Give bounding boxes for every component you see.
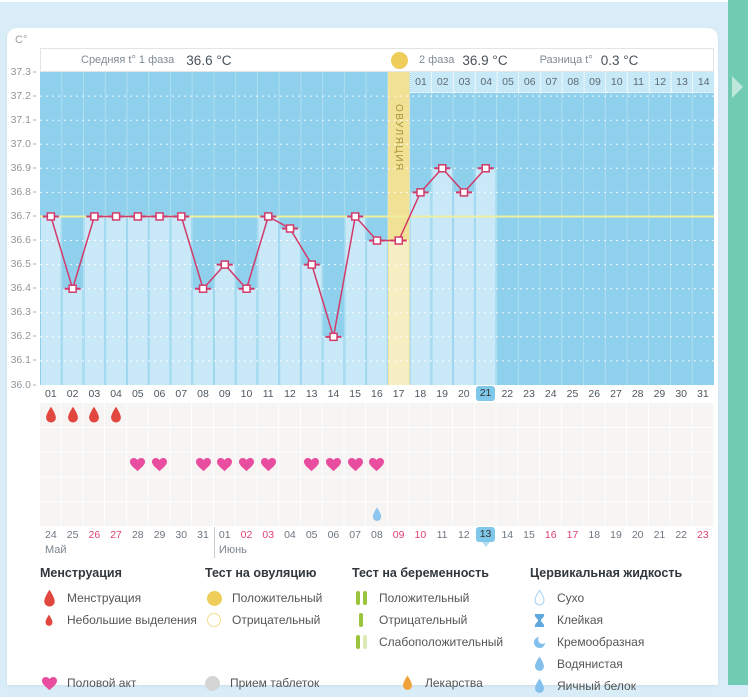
- date-cell: 31: [197, 529, 209, 541]
- legend-item-label: Менструация: [67, 591, 142, 605]
- date-cell: 15: [523, 529, 535, 541]
- temperature-point: [395, 237, 402, 244]
- legend-item: [205, 587, 322, 609]
- date-cell: 10: [414, 529, 427, 541]
- day-column: [302, 265, 322, 385]
- temperature-point: [352, 213, 359, 220]
- cycle-day-label: 01: [45, 388, 57, 400]
- y-axis-tick: 37.0: [7, 138, 36, 150]
- bar-green-one-icon: [352, 613, 370, 627]
- phase2-day-cell: 11: [628, 72, 650, 93]
- cycle-day-label: 23: [523, 388, 535, 400]
- intercourse-icon: [366, 453, 388, 478]
- temperature-chart-svg: [40, 72, 714, 385]
- intercourse-icon: [149, 453, 171, 478]
- cycle-day-label: 16: [371, 388, 383, 400]
- temperature-point: [113, 213, 120, 220]
- legend-item-label: Кремообразная: [557, 635, 645, 649]
- legend-item: [40, 587, 197, 609]
- legend-item-label: Отрицательный: [379, 613, 468, 627]
- date-cell: 21: [653, 529, 666, 541]
- legend-item: [530, 587, 682, 609]
- drop-red-large-icon: [40, 589, 58, 608]
- legend-item-label: Отрицательный: [232, 613, 321, 627]
- intercourse-icon: [192, 453, 214, 478]
- temperature-point: [439, 165, 446, 172]
- y-axis-tick: 36.6: [7, 234, 36, 246]
- date-cell: 26: [88, 529, 101, 541]
- y-axis-tick: 36.8: [7, 186, 36, 198]
- cycle-day-label: 18: [414, 388, 427, 400]
- drop-blue-filled-icon: [530, 656, 548, 672]
- cycle-day-label: 22: [501, 388, 514, 400]
- day-column: [150, 216, 170, 385]
- menstruation-icon: [105, 403, 127, 428]
- date-cell: 02: [240, 529, 253, 541]
- legend-item-label: Слабоположительный: [379, 635, 504, 649]
- legend-item: [530, 631, 682, 653]
- temperature-point: [374, 237, 381, 244]
- date-cell: 25: [66, 529, 79, 541]
- month-label: Июнь: [218, 544, 247, 556]
- drop-blue-eggwhite-icon: [530, 678, 548, 694]
- cycle-day-label: 19: [436, 388, 448, 400]
- cycle-day-label: 05: [131, 388, 144, 400]
- intercourse-icon: [257, 453, 279, 478]
- menstruation-icon: [40, 403, 62, 428]
- next-arrow-icon[interactable]: [732, 76, 743, 98]
- circle-yellow-filled-icon: [205, 591, 223, 606]
- phase2-day-cell: 08: [563, 72, 585, 93]
- cycle-day-label: 29: [653, 388, 666, 400]
- cycle-day-label: 26: [588, 388, 601, 400]
- phase2-day-cell: 05: [498, 72, 520, 93]
- date-cell: 27: [110, 529, 122, 541]
- legend-item: [530, 609, 682, 631]
- cycle-chart-card: [7, 28, 718, 693]
- date-cell: 08: [371, 529, 383, 541]
- phase2-day-cell: 04: [476, 72, 498, 93]
- cycle-day-label: 17: [392, 388, 405, 400]
- cycle-day-label: 07: [175, 388, 188, 400]
- legend-item: [352, 609, 503, 631]
- y-axis-tick: 36.1: [7, 354, 36, 366]
- legend-item-label: Яичный белок: [557, 679, 636, 693]
- cycle-day-label: 09: [218, 388, 231, 400]
- date-cell: 05: [305, 529, 318, 541]
- legend-item-label: Положительный: [232, 591, 323, 605]
- phase2-day-cell: 10: [606, 72, 628, 93]
- cycle-day-label: 11: [262, 388, 274, 400]
- date-cell: 07: [349, 529, 361, 541]
- cycle-day-label: 20: [457, 388, 470, 400]
- heart-pink-icon: [40, 676, 58, 691]
- crescent-blue-icon: [530, 635, 548, 650]
- phase1-summary: [81, 49, 231, 71]
- cycle-day-label: 06: [153, 388, 166, 400]
- day-column: [432, 168, 452, 385]
- day-column: [128, 216, 148, 385]
- phase2-day-cell: 03: [454, 72, 476, 93]
- legend-item: [352, 631, 503, 653]
- y-axis-tick: 36.2: [7, 330, 36, 342]
- date-cell: 22: [675, 529, 687, 541]
- date-cell: 04: [284, 529, 296, 541]
- date-cell: 14: [501, 529, 514, 541]
- temperature-point: [200, 285, 207, 292]
- cycle-day-label: 31: [697, 388, 709, 400]
- temperature-point: [178, 213, 185, 220]
- month-label: Май: [45, 544, 67, 556]
- legend-column: [40, 566, 197, 631]
- y-axis-tick: 37.2: [7, 90, 36, 102]
- diff-label: Разница t°: [539, 54, 593, 66]
- ovulation-test-positive-icon: [391, 52, 408, 69]
- y-axis-tick: 36.7: [7, 210, 36, 222]
- date-cell: 28: [131, 529, 144, 541]
- phase2-day-cell: 07: [541, 72, 563, 93]
- cycle-day-label: 30: [675, 388, 687, 400]
- drop-orange-icon: [398, 675, 416, 691]
- temperature-point: [482, 165, 489, 172]
- cycle-day-label: 27: [610, 388, 622, 400]
- intercourse-icon: [127, 453, 149, 478]
- circle-yellow-outline-icon: [205, 613, 223, 627]
- menstruation-icon: [83, 403, 105, 428]
- date-cell: 17: [566, 529, 579, 541]
- legend-column-title: Цервикальная жидкость: [530, 566, 683, 580]
- menstruation-icon: [62, 403, 84, 428]
- cycle-day-label: 15: [349, 388, 361, 400]
- phase2-day-cell: 06: [519, 72, 541, 93]
- day-column: [345, 216, 365, 385]
- cycle-day-label: 02: [66, 388, 79, 400]
- legend-column: [530, 566, 682, 697]
- y-axis-tick: 36.0: [7, 379, 36, 391]
- phase2-day-cell: 02: [432, 72, 454, 93]
- intercourse-icon: [214, 453, 236, 478]
- phase1-label: Средняя t° 1 фаза: [81, 54, 175, 66]
- bars-green-two-icon: [352, 591, 370, 605]
- phase2-label: 2 фаза: [419, 54, 455, 66]
- legend-item-label: Лекарства: [425, 676, 483, 690]
- temperature-point: [287, 225, 294, 232]
- phase2-value: 36.9 °C: [462, 52, 508, 68]
- legend-item-label: Водянистая: [557, 657, 623, 671]
- cycle-day-label: 03: [88, 388, 101, 400]
- hourglass-blue-icon: [530, 613, 548, 628]
- temperature-point: [265, 213, 272, 220]
- date-cell: 16: [544, 529, 557, 541]
- cycle-day-label: 25: [566, 388, 579, 400]
- legend-item-label: Прием таблеток: [230, 676, 320, 690]
- phase1-value: 36.6 °C: [186, 52, 232, 68]
- date-cell: 18: [588, 529, 601, 541]
- cycle-day-label: 08: [197, 388, 209, 400]
- today-pointer-icon: [482, 542, 490, 547]
- month-divider: [214, 527, 215, 558]
- y-axis-tick: 36.9: [7, 162, 36, 174]
- legend-column-title: Менструация: [40, 566, 122, 580]
- intercourse-icon: [236, 453, 258, 478]
- y-axis-tick: 36.5: [7, 258, 36, 270]
- phase2-day-cell: 01: [411, 72, 433, 93]
- legend-item: [398, 672, 483, 694]
- circle-grey-icon: [203, 676, 221, 691]
- date-cell: 06: [327, 529, 340, 541]
- cycle-day-label: 04: [110, 388, 122, 400]
- y-axis-tick: 36.3: [7, 306, 36, 318]
- legend-item-label: Небольшие выделения: [67, 613, 197, 627]
- intercourse-icon: [344, 453, 366, 478]
- date-cell: 03: [262, 529, 275, 541]
- legend-item: [203, 672, 319, 694]
- next-panel[interactable]: [728, 0, 748, 685]
- legend-item-label: Клейкая: [557, 613, 604, 627]
- drop-red-small-icon: [40, 614, 58, 627]
- legend-item: [205, 609, 322, 631]
- legend-item: [40, 672, 136, 694]
- top-divider: [0, 0, 748, 2]
- bars-green-weak-icon: [352, 635, 370, 649]
- temperature-point: [460, 189, 467, 196]
- temperature-point: [134, 213, 141, 220]
- temperature-plot: [40, 72, 714, 385]
- legend-item-label: Половой акт: [67, 676, 137, 690]
- day-column: [280, 229, 300, 386]
- legend-item: [530, 653, 682, 675]
- phase2-summary: [419, 49, 638, 71]
- cycle-day-label: 12: [284, 388, 296, 400]
- drop-blue-outline-icon: [530, 590, 548, 606]
- cycle-day-label: 24: [544, 388, 557, 400]
- date-cell: 09: [392, 529, 405, 541]
- temperature-point: [243, 285, 250, 292]
- temperature-point: [221, 261, 228, 268]
- day-column: [215, 265, 235, 385]
- phase2-day-cell: 09: [585, 72, 607, 93]
- cycle-day-row: [40, 385, 714, 403]
- phase2-day-cell: 12: [650, 72, 672, 93]
- cycle-day-label: 10: [240, 388, 253, 400]
- legend-column-title: Тест на беременность: [352, 566, 489, 580]
- cycle-day-label: 13: [305, 388, 318, 400]
- phase2-day-numbers-row: [410, 72, 715, 93]
- day-column: [454, 192, 474, 385]
- legend-item: [40, 609, 197, 631]
- legend-column: [205, 566, 322, 631]
- cycle-day-label: 14: [327, 388, 340, 400]
- calendar-date-row: [40, 527, 714, 544]
- cycle-day-label-today: 21: [475, 385, 497, 403]
- y-axis-tick: 36.4: [7, 282, 36, 294]
- day-column: [106, 216, 126, 385]
- temperature-point: [69, 285, 76, 292]
- temperature-point: [91, 213, 98, 220]
- y-axis-tick: 37.3: [7, 66, 36, 78]
- ovulation-day-column: [389, 241, 409, 385]
- date-cell: 20: [631, 529, 644, 541]
- temperature-point: [156, 213, 163, 220]
- phase2-day-cell: 14: [693, 72, 715, 93]
- date-cell: 01: [218, 529, 231, 541]
- legend-column-title: Тест на овуляцию: [205, 566, 317, 580]
- legend-item-label: Положительный: [379, 591, 470, 605]
- intercourse-icon: [323, 453, 345, 478]
- temperature-point: [47, 213, 54, 220]
- tracking-grid: [40, 403, 714, 527]
- date-cell-today: 13: [475, 527, 497, 544]
- date-cell: 29: [153, 529, 166, 541]
- intercourse-icon: [301, 453, 323, 478]
- phase2-day-cell: 13: [672, 72, 694, 93]
- temperature-point: [330, 333, 337, 340]
- ovulation-column-label: ОВУЛЯЦИЯ: [393, 104, 405, 172]
- date-cell: 24: [45, 529, 57, 541]
- cycle-day-label: 28: [631, 388, 644, 400]
- date-cell: 19: [610, 529, 622, 541]
- diff-value: 0.3 °C: [600, 52, 639, 68]
- day-column: [476, 168, 496, 385]
- legend-item: [352, 587, 503, 609]
- legend-item-label: Сухо: [557, 591, 585, 605]
- cervical-fluid-watery-icon: [366, 502, 388, 527]
- date-cell: 12: [457, 529, 470, 541]
- date-cell: 23: [697, 529, 709, 541]
- date-cell: 11: [436, 529, 448, 541]
- temperature-point: [308, 261, 315, 268]
- y-axis-tick: 37.1: [7, 114, 36, 126]
- legend-column: [352, 566, 503, 653]
- temperature-unit-label: C°: [15, 34, 28, 46]
- date-cell: 30: [175, 529, 188, 541]
- temperature-point: [417, 189, 424, 196]
- legend-item: [530, 675, 682, 697]
- summary-bar: [40, 48, 714, 72]
